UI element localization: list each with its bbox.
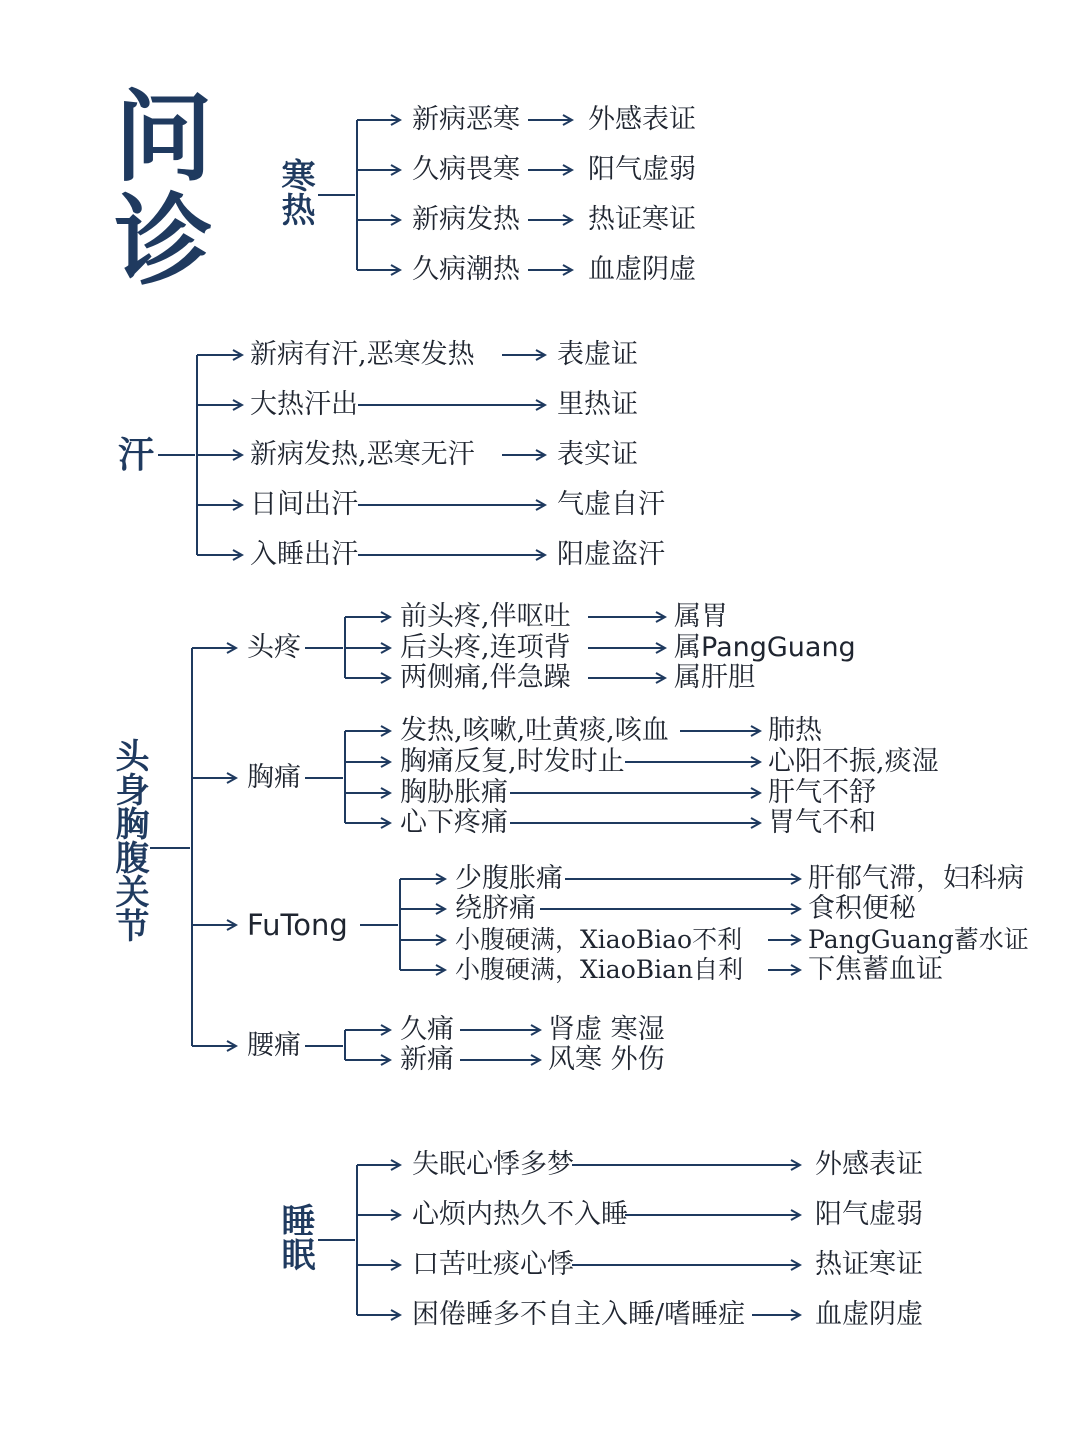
han-symptom: 入睡出汗: [250, 539, 358, 570]
hanre-symptom: 新病发热: [412, 204, 520, 235]
han-result: 表实证: [557, 439, 638, 470]
chest-symptom: 发热,咳嗽,吐黄痰,咳血: [400, 715, 669, 746]
headache-symptom: 两侧痛,伴急躁: [400, 662, 571, 693]
abdomen-result: 肝郁气滞，妇科病: [808, 863, 1024, 894]
back-symptom: 新痛: [400, 1044, 454, 1075]
han-result: 里热证: [557, 389, 638, 420]
abdomen-result: 下焦蓄血证: [808, 954, 943, 985]
headache-symptom: 后头疼,连项背: [400, 632, 571, 663]
sleep-result: 外感表证: [815, 1149, 923, 1180]
chest-symptom: 胸痛反复,时发时止: [400, 746, 625, 777]
group-label-back-pain: 腰痛: [247, 1030, 301, 1061]
chest-result: 胃气不和: [768, 807, 876, 838]
hanre-result: 阳气虚弱: [588, 154, 696, 185]
hanre-symptom: 新病恶寒: [412, 104, 520, 135]
back-symptom: 久痛: [400, 1014, 454, 1045]
sleep-result: 血虚阴虚: [815, 1299, 923, 1330]
category-label-hanre: 寒热: [275, 158, 315, 226]
headache-result: 属胃: [674, 601, 728, 632]
abdomen-symptom: 小腹硬满，XiaoBian自利: [455, 955, 744, 984]
chest-result: 肺热: [768, 715, 822, 746]
abdomen-symptom: 绕脐痛: [455, 893, 536, 924]
chest-result: 肝气不舒: [768, 777, 876, 808]
chest-result: 心阳不振,痰湿: [768, 746, 939, 777]
hanre-symptom: 久病畏寒: [412, 154, 520, 185]
sleep-symptom: 心烦内热久不入睡: [412, 1199, 628, 1230]
sleep-symptom: 口苦吐痰心悸: [412, 1249, 574, 1280]
han-symptom: 日间出汗: [250, 489, 358, 520]
sleep-result: 热证寒证: [815, 1249, 923, 1280]
han-symptom: 新病有汗,恶寒发热: [250, 339, 475, 370]
group-label-headache: 头疼: [247, 632, 301, 663]
headache-symptom: 前头疼,伴呕吐: [400, 601, 571, 632]
category-label-han: 汗: [118, 435, 155, 476]
headache-result: 属PangGuang: [674, 632, 856, 663]
sleep-result: 阳气虚弱: [815, 1199, 923, 1230]
category-label-body: 头身胸腹关节: [109, 738, 149, 942]
group-label-chest-pain: 胸痛: [247, 762, 301, 793]
chest-symptom: 心下疼痛: [400, 807, 508, 838]
han-symptom: 大热汗出: [250, 389, 358, 420]
sleep-symptom: 困倦睡多不自主入睡/嗜睡症: [412, 1299, 746, 1330]
sleep-symptom: 失眠心悸多梦: [412, 1149, 574, 1180]
han-symptom: 新病发热,恶寒无汗: [250, 439, 475, 470]
han-result: 表虚证: [557, 339, 638, 370]
back-result: 风寒 外伤: [548, 1044, 665, 1075]
abdomen-symptom: 小腹硬满，XiaoBiao不利: [455, 925, 743, 954]
hanre-symptom: 久病潮热: [412, 254, 520, 285]
abdomen-result: PangGuang蓄水证: [808, 925, 1029, 954]
hanre-result: 热证寒证: [588, 204, 696, 235]
han-result: 气虚自汗: [557, 489, 665, 520]
category-label-sleep: 睡眠: [275, 1203, 315, 1271]
page-title: 问诊: [98, 85, 212, 293]
abdomen-symptom: 少腹胀痛: [455, 863, 563, 894]
headache-result: 属肝胆: [674, 662, 755, 693]
group-label-abdominal-pain: FuTong: [247, 908, 348, 942]
back-result: 肾虚 寒湿: [548, 1014, 665, 1045]
chest-symptom: 胸胁胀痛: [400, 777, 508, 808]
hanre-result: 血虚阴虚: [588, 254, 696, 285]
hanre-result: 外感表证: [588, 104, 696, 135]
han-result: 阳虚盗汗: [557, 539, 665, 570]
abdomen-result: 食积便秘: [808, 893, 916, 924]
